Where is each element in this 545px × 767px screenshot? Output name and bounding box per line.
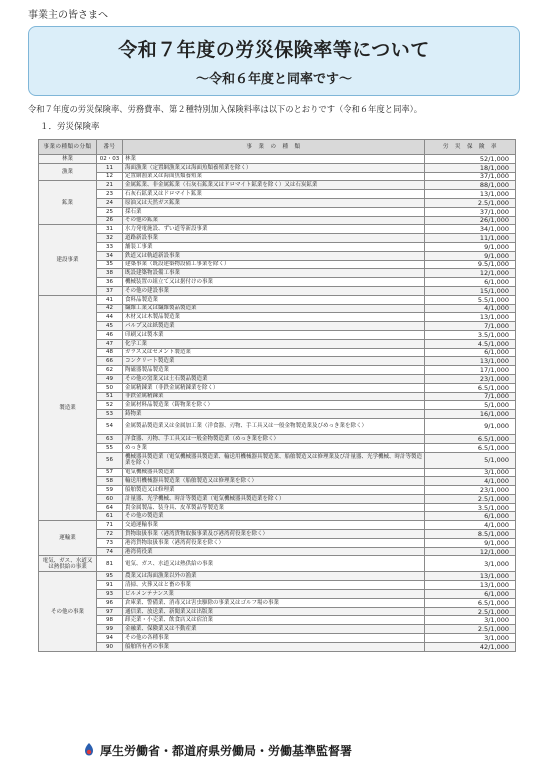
number-cell: 51 <box>97 392 123 401</box>
rate-cell: 37/1,000 <box>425 172 516 181</box>
table-row <box>39 172 516 181</box>
business-type-cell: 輸送用機械器具製造業（船舶製造又は修理業を除く） <box>123 477 425 486</box>
business-type-cell: 海面漁業（定置網漁業又は海面魚類養殖業を除く） <box>123 163 425 172</box>
rate-cell: 88/1,000 <box>425 181 516 190</box>
number-cell: 12 <box>97 172 123 181</box>
table-row <box>39 216 516 225</box>
rate-cell: 13/1,000 <box>425 190 516 199</box>
number-cell: 02・03 <box>97 155 123 164</box>
rate-cell: 18/1,000 <box>425 163 516 172</box>
business-type-cell: 舗装工事業 <box>123 242 425 251</box>
business-type-cell: 食料品製造業 <box>123 295 425 304</box>
business-type-cell: 計量器、光学機械、時計等製造業（電気機械器具製造業を除く） <box>123 494 425 503</box>
business-type-cell: めっき業 <box>123 443 425 452</box>
number-cell: 11 <box>97 163 123 172</box>
number-cell: 26 <box>97 216 123 225</box>
business-type-cell: その他の各種事業 <box>123 634 425 643</box>
business-type-cell: 農業又は海面漁業以外の漁業 <box>123 572 425 581</box>
table-row <box>39 286 516 295</box>
business-type-cell: コンクリート製造業 <box>123 357 425 366</box>
table-row <box>39 304 516 313</box>
rate-cell: 6.5/1,000 <box>425 383 516 392</box>
business-type-cell: 印刷又は製本業 <box>123 330 425 339</box>
number-cell: 97 <box>97 607 123 616</box>
rate-cell: 11/1,000 <box>425 234 516 243</box>
table-row <box>39 581 516 590</box>
table-row <box>39 269 516 278</box>
number-cell: 91 <box>97 581 123 590</box>
rate-cell: 7/1,000 <box>425 392 516 401</box>
number-cell: 55 <box>97 443 123 452</box>
table-row <box>39 374 516 383</box>
business-type-cell: 船舶所有者の事業 <box>123 642 425 651</box>
number-cell: 58 <box>97 477 123 486</box>
table-row <box>39 452 516 468</box>
rate-cell: 9/1,000 <box>425 242 516 251</box>
header-number: 番号 <box>97 140 123 155</box>
number-cell: 53 <box>97 410 123 419</box>
rate-cell: 42/1,000 <box>425 642 516 651</box>
rate-cell: 2.5/1,000 <box>425 494 516 503</box>
business-type-cell: 船舶製造又は修理業 <box>123 486 425 495</box>
business-type-cell: 金属鉱業、非金属鉱業（石灰石鉱業又はドロマイト鉱業を除く）又は石炭鉱業 <box>123 181 425 190</box>
number-cell: 98 <box>97 616 123 625</box>
rate-cell: 52/1,000 <box>425 155 516 164</box>
business-type-cell: その他の製造業 <box>123 512 425 521</box>
header-category: 事業の種類の分類 <box>39 140 97 155</box>
table-row <box>39 330 516 339</box>
table-row <box>39 155 516 164</box>
rate-cell: 13/1,000 <box>425 572 516 581</box>
table-row <box>39 547 516 556</box>
number-cell: 46 <box>97 330 123 339</box>
table-row <box>39 607 516 616</box>
number-cell: 50 <box>97 383 123 392</box>
table-row <box>39 634 516 643</box>
business-type-cell: 港湾貨物取扱事業（港湾荷役業を除く） <box>123 538 425 547</box>
number-cell: 60 <box>97 494 123 503</box>
business-type-cell: その他の窯業又は土石製品製造業 <box>123 374 425 383</box>
rate-cell: 15/1,000 <box>425 286 516 295</box>
business-type-cell: 金属精錬業（非鉄金属精錬業を除く） <box>123 383 425 392</box>
table-row <box>39 443 516 452</box>
header-business-type: 事 業 の 種 類 <box>123 140 425 155</box>
business-type-cell: 貨物取扱事業（港湾貨物取扱事業及び港湾荷役業を除く） <box>123 530 425 539</box>
rate-cell: 12/1,000 <box>425 547 516 556</box>
number-cell: 49 <box>97 374 123 383</box>
table-row <box>39 556 516 572</box>
number-cell: 36 <box>97 278 123 287</box>
rate-cell: 3.5/1,000 <box>425 330 516 339</box>
rate-cell: 5/1,000 <box>425 452 516 468</box>
category-cell: 製造業 <box>39 295 97 521</box>
business-type-cell: 既設建築物設備工事業 <box>123 269 425 278</box>
rate-table <box>38 139 516 652</box>
table-row <box>39 251 516 260</box>
number-cell: 25 <box>97 207 123 216</box>
page-subtitle: ～令和６年度と同率です～ <box>195 72 352 87</box>
table-row <box>39 418 516 434</box>
rate-cell: 8.5/1,000 <box>425 530 516 539</box>
footer-issuer: 厚生労働省・都道府県労働局・労働基準監督署 <box>100 744 353 758</box>
business-type-cell: 繊維工業又は繊維製品製造業 <box>123 304 425 313</box>
number-cell: 63 <box>97 434 123 443</box>
business-type-cell: 洋食器、刃物、手工具又は一般金物製造業（めっき業を除く） <box>123 434 425 443</box>
table-row <box>39 590 516 599</box>
business-type-cell: 電気機械器具製造業 <box>123 468 425 477</box>
rate-cell: 13/1,000 <box>425 357 516 366</box>
rate-cell: 6.5/1,000 <box>425 443 516 452</box>
table-row <box>39 477 516 486</box>
rate-cell: 2.5/1,000 <box>425 198 516 207</box>
intro-text: 令和７年度の労災保険率、労務費率、第２種特別加入保険料率は以下のとおりです（令和６年度と同率）。 <box>28 104 423 114</box>
business-type-cell: 金属材料品製造業（鋳物業を除く） <box>123 401 425 410</box>
rate-cell: 9/1,000 <box>425 538 516 547</box>
business-type-cell: 金属製品製造業又は金属加工業（洋食器、刃物、手工具又は一般金物製造業及びめっき業を除く） <box>123 418 425 434</box>
category-cell: 電気、ガス、水道又は熱供給の事業 <box>39 556 97 572</box>
number-cell: 90 <box>97 642 123 651</box>
business-type-cell: 定置網漁業又は海面魚類養殖業 <box>123 172 425 181</box>
table-row <box>39 383 516 392</box>
table-header-row <box>39 140 516 155</box>
business-type-cell: 建築事業（既設建築物設備工事業を除く） <box>123 260 425 269</box>
table-row <box>39 190 516 199</box>
rate-cell: 34/1,000 <box>425 225 516 234</box>
business-type-cell: 港湾荷役業 <box>123 547 425 556</box>
title-banner <box>28 26 520 96</box>
table-row <box>39 366 516 375</box>
number-cell: 71 <box>97 521 123 530</box>
rate-cell: 9/1,000 <box>425 418 516 434</box>
table-row <box>39 530 516 539</box>
rate-cell: 3/1,000 <box>425 616 516 625</box>
number-cell: 56 <box>97 452 123 468</box>
number-cell: 38 <box>97 269 123 278</box>
table-row <box>39 295 516 304</box>
rate-cell: 9.5/1,000 <box>425 260 516 269</box>
business-type-cell: 卸売業・小売業、飲食店又は宿泊業 <box>123 616 425 625</box>
number-cell: 31 <box>97 225 123 234</box>
rate-cell: 3/1,000 <box>425 468 516 477</box>
number-cell: 33 <box>97 242 123 251</box>
number-cell: 99 <box>97 625 123 634</box>
table-row <box>39 572 516 581</box>
table-row <box>39 392 516 401</box>
number-cell: 42 <box>97 304 123 313</box>
number-cell: 59 <box>97 486 123 495</box>
rate-cell: 13/1,000 <box>425 313 516 322</box>
number-cell: 23 <box>97 190 123 199</box>
business-type-cell: その他の鉱業 <box>123 216 425 225</box>
business-type-cell: 道路新設事業 <box>123 234 425 243</box>
number-cell: 81 <box>97 556 123 572</box>
number-cell: 64 <box>97 503 123 512</box>
table-body <box>39 155 516 652</box>
business-type-cell: 電気、ガス、水道又は熱供給の事業 <box>123 556 425 572</box>
table-row <box>39 486 516 495</box>
number-cell: 32 <box>97 234 123 243</box>
rate-cell: 2.5/1,000 <box>425 625 516 634</box>
category-cell: 運輸業 <box>39 521 97 556</box>
number-cell: 44 <box>97 313 123 322</box>
table-row <box>39 598 516 607</box>
business-type-cell: 機械装置の組立て又は据付けの事業 <box>123 278 425 287</box>
table-row <box>39 242 516 251</box>
audience-label: 事業主の皆さまへ <box>28 10 108 21</box>
rate-cell: 4/1,000 <box>425 304 516 313</box>
table-row <box>39 339 516 348</box>
number-cell: 93 <box>97 590 123 599</box>
category-cell: 林業 <box>39 155 97 164</box>
table-row <box>39 625 516 634</box>
business-type-cell: 鉄道又は軌道新設事業 <box>123 251 425 260</box>
table-row <box>39 494 516 503</box>
number-cell: 94 <box>97 634 123 643</box>
business-type-cell: 木材又は木製品製造業 <box>123 313 425 322</box>
rate-cell: 6.5/1,000 <box>425 434 516 443</box>
table-row <box>39 207 516 216</box>
number-cell: 57 <box>97 468 123 477</box>
business-type-cell: 貴金属製品、装身具、皮革製品等製造業 <box>123 503 425 512</box>
number-cell: 62 <box>97 366 123 375</box>
rate-cell: 6/1,000 <box>425 278 516 287</box>
rate-cell: 12/1,000 <box>425 269 516 278</box>
number-cell: 66 <box>97 357 123 366</box>
business-type-cell: その他の建設事業 <box>123 286 425 295</box>
table-row <box>39 434 516 443</box>
number-cell: 72 <box>97 530 123 539</box>
table-row <box>39 538 516 547</box>
number-cell: 73 <box>97 538 123 547</box>
category-cell: 漁業 <box>39 163 97 181</box>
rate-cell: 3/1,000 <box>425 556 516 572</box>
number-cell: 54 <box>97 418 123 434</box>
rate-cell: 16/1,000 <box>425 410 516 419</box>
table-row <box>39 181 516 190</box>
page-title: 令和７年度の労災保険率等について <box>118 39 430 61</box>
rate-cell: 5/1,000 <box>425 401 516 410</box>
number-cell: 74 <box>97 547 123 556</box>
number-cell: 35 <box>97 260 123 269</box>
business-type-cell: 非鉄金属精錬業 <box>123 392 425 401</box>
rate-cell: 9/1,000 <box>425 251 516 260</box>
ministry-logo-icon <box>82 742 96 758</box>
business-type-cell: 採石業 <box>123 207 425 216</box>
category-cell: 鉱業 <box>39 181 97 225</box>
table-row <box>39 642 516 651</box>
business-type-cell: 化学工業 <box>123 339 425 348</box>
rate-cell: 4/1,000 <box>425 477 516 486</box>
number-cell: 41 <box>97 295 123 304</box>
table-row <box>39 260 516 269</box>
business-type-cell: 倉庫業、警備業、消毒又は害虫駆除の事業又はゴルフ場の事業 <box>123 598 425 607</box>
table-row <box>39 521 516 530</box>
rate-cell: 26/1,000 <box>425 216 516 225</box>
rate-cell: 23/1,000 <box>425 486 516 495</box>
rate-cell: 5.5/1,000 <box>425 295 516 304</box>
business-type-cell: 通信業、放送業、新聞業又は出版業 <box>123 607 425 616</box>
table-row <box>39 322 516 331</box>
table-row <box>39 225 516 234</box>
business-type-cell: 水力発電施設、ずい道等新設事業 <box>123 225 425 234</box>
business-type-cell: 陶磁器製品製造業 <box>123 366 425 375</box>
number-cell: 37 <box>97 286 123 295</box>
table-row <box>39 468 516 477</box>
number-cell: 96 <box>97 598 123 607</box>
rate-cell: 6/1,000 <box>425 348 516 357</box>
number-cell: 24 <box>97 198 123 207</box>
number-cell: 45 <box>97 322 123 331</box>
business-type-cell: 金融業、保険業又は不動産業 <box>123 625 425 634</box>
number-cell: 95 <box>97 572 123 581</box>
rate-cell: 4.5/1,000 <box>425 339 516 348</box>
rate-cell: 7/1,000 <box>425 322 516 331</box>
table-row <box>39 503 516 512</box>
rate-cell: 6.5/1,000 <box>425 598 516 607</box>
table-row <box>39 616 516 625</box>
rate-cell: 2.5/1,000 <box>425 607 516 616</box>
table-row <box>39 401 516 410</box>
rate-cell: 3.5/1,000 <box>425 503 516 512</box>
table-row <box>39 234 516 243</box>
header-rate: 労 災 保 険 率 <box>425 140 516 155</box>
business-type-cell: 鋳物業 <box>123 410 425 419</box>
number-cell: 34 <box>97 251 123 260</box>
number-cell: 21 <box>97 181 123 190</box>
number-cell: 48 <box>97 348 123 357</box>
table-row <box>39 410 516 419</box>
rate-cell: 37/1,000 <box>425 207 516 216</box>
business-type-cell: 清掃、火葬又はと畜の事業 <box>123 581 425 590</box>
business-type-cell: ビルメンテナンス業 <box>123 590 425 599</box>
business-type-cell: 機械器具製造業（電気機械器具製造業、輸送用機械器具製造業、船舶製造又は修理業及び計量器、光学機械、時計等製造業を除く） <box>123 452 425 468</box>
business-type-cell: 交通運輸事業 <box>123 521 425 530</box>
rate-cell: 4/1,000 <box>425 521 516 530</box>
business-type-cell: 石灰石鉱業又はドロマイト鉱業 <box>123 190 425 199</box>
number-cell: 47 <box>97 339 123 348</box>
table-row <box>39 357 516 366</box>
number-cell: 52 <box>97 401 123 410</box>
business-type-cell: 林業 <box>123 155 425 164</box>
rate-cell: 17/1,000 <box>425 366 516 375</box>
section-title: １．労災保険率 <box>40 122 100 132</box>
rate-cell: 6/1,000 <box>425 512 516 521</box>
table-row <box>39 278 516 287</box>
rate-cell: 6/1,000 <box>425 590 516 599</box>
table-row <box>39 313 516 322</box>
category-cell: その他の事業 <box>39 572 97 651</box>
table-row <box>39 163 516 172</box>
rate-cell: 23/1,000 <box>425 374 516 383</box>
business-type-cell: パルプ又は紙製造業 <box>123 322 425 331</box>
table-row <box>39 512 516 521</box>
rate-cell: 3/1,000 <box>425 634 516 643</box>
category-cell: 建設事業 <box>39 225 97 295</box>
number-cell: 61 <box>97 512 123 521</box>
business-type-cell: ガラス又はセメント製造業 <box>123 348 425 357</box>
business-type-cell: 原油又は天然ガス鉱業 <box>123 198 425 207</box>
table-row <box>39 348 516 357</box>
rate-cell: 13/1,000 <box>425 581 516 590</box>
table-row <box>39 198 516 207</box>
